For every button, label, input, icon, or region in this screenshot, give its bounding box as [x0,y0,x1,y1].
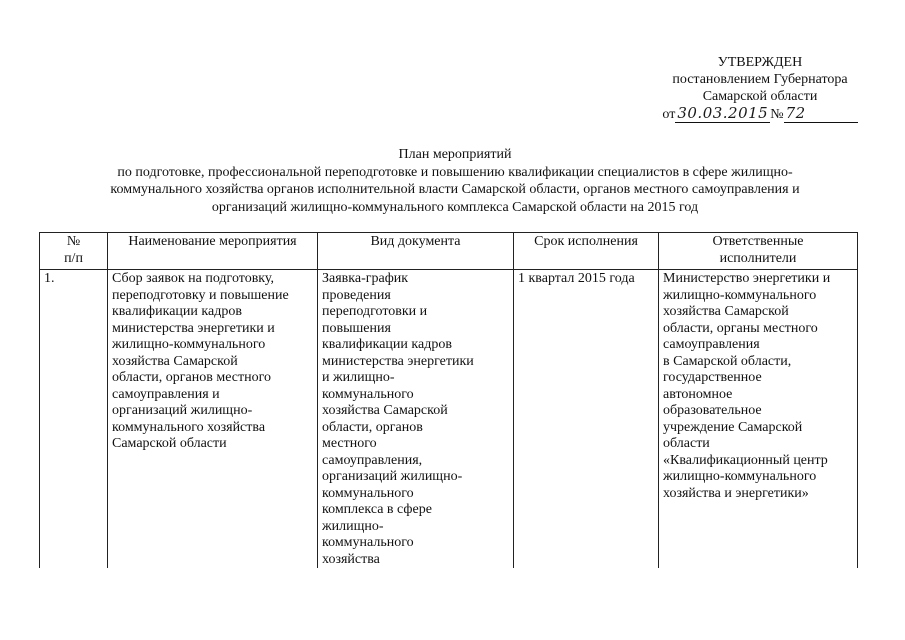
line: области, органы местного [663,320,818,336]
line: образовательное [663,403,762,418]
line: учреждение Самарской [663,419,803,435]
line: хозяйства [322,551,380,567]
header-responsible-line1: Ответственные [712,234,804,249]
line: переподготовки и [322,304,428,319]
line: и жилищно- [322,370,395,385]
approval-line-decree: постановлением Губернатора [672,72,848,87]
line: квалификации кадров [112,304,242,319]
line: коммунального хозяйства [112,419,266,435]
line: местного [322,436,377,451]
line: организаций жилищно- [322,469,463,484]
handwritten-number: 72 [784,105,858,123]
line: переподготовку и повышение [112,287,289,303]
line: самоуправления [663,337,760,352]
plan-title-line3: коммунального хозяйства органов исполнительной власти Самарской области, органов местного самоуправления и [110,182,800,197]
line: хозяйства Самарской [322,403,448,418]
line: коммунального [322,535,414,550]
line: «Квалификационный центр [663,452,828,468]
cell-document [318,270,514,569]
line: области [663,436,710,451]
cell-event [108,270,318,569]
plan-title-line2: по подготовке, профессиональной переподготовке и повышению квалификации специалистов в сфере жилищно- [117,164,793,180]
plan-table [39,232,858,568]
line: коммунального [322,485,414,501]
approval-block [640,54,880,123]
plan-title-line4: организаций жилищно-коммунального комплекса Самарской области на 2015 год [211,199,699,215]
line: Сбор заявок на подготовку, [112,271,275,286]
line: проведения [322,287,391,303]
line: Заявка-график [322,271,409,286]
header-period: Срок исполнения [514,233,659,270]
date-prefix: от [662,107,676,122]
table-header-row [40,233,858,270]
line: хозяйства Самарской [112,353,238,369]
header-number-line1: № [66,234,81,249]
number-prefix: № [770,107,784,122]
line: организаций жилищно- [112,403,253,418]
line: жилищно-коммунального [112,337,266,352]
approval-line-region: Самарской области [702,89,818,104]
header-document: Вид документа [318,233,514,270]
line: комплекса в сфере [322,502,432,517]
line: хозяйства Самарской [663,304,789,319]
line: хозяйства и энергетики» [663,485,809,501]
line: области, органов [322,419,423,435]
line: государственное [663,370,762,385]
header-event: Наименование мероприятия [108,233,318,270]
cell-responsible [659,270,858,569]
line: самоуправления, [322,452,423,468]
table-row [40,270,858,569]
cell-number: 1. [40,270,108,569]
cell-period: 1 квартал 2015 года [514,270,659,569]
line: повышения [322,320,391,336]
header-number-line2: п/п [64,250,83,266]
line: Министерство энергетики и [663,271,831,286]
plan-title-line1: План мероприятий [398,147,512,162]
line: жилищно- [322,518,384,534]
header-number [40,233,108,270]
plan-title [40,146,870,216]
handwritten-date: 30.03.2015 [677,104,769,122]
line: жилищно-коммунального [663,469,817,484]
line: автономное [663,386,733,402]
line: Самарской области [112,436,227,451]
line: самоуправления и [112,386,220,402]
line: жилищно-коммунального [663,287,817,303]
line: квалификации кадров [322,337,452,352]
line: министерства энергетики [322,353,474,369]
line: коммунального [322,386,414,402]
header-responsible [659,233,858,270]
line: области, органов местного [112,370,271,385]
approval-heading: УТВЕРЖДЕН [717,55,803,70]
line: министерства энергетики и [112,320,275,336]
header-responsible-line2: исполнители [719,250,797,266]
line: в Самарской области, [663,353,792,369]
approval-date-number [662,105,857,123]
